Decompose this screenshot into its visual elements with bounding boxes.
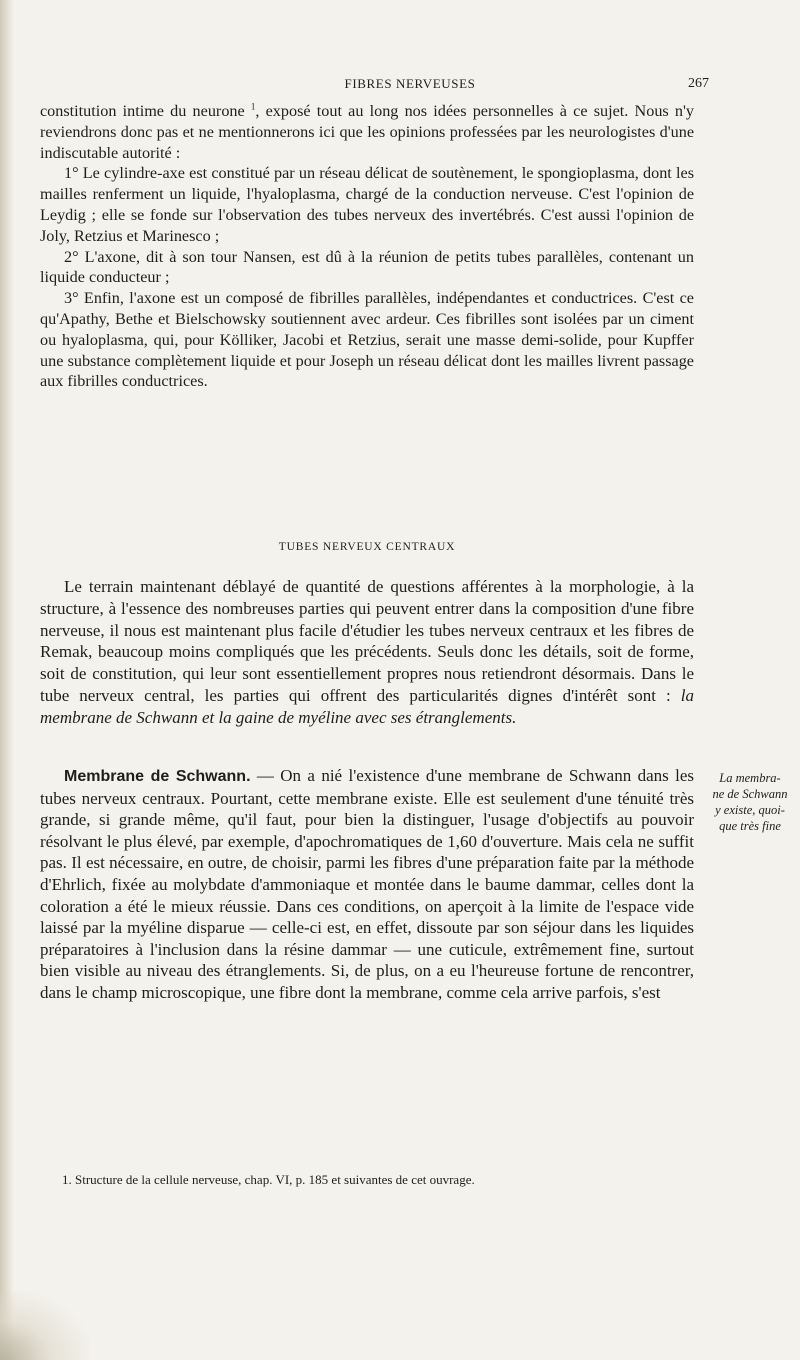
paragraph-intro: constitution intime du neurone $^1$, exposé tout au long nos idées personnelles à ce sujet. Nous n'y reviendrons donc pas et ne mentionnerons ici que les opinions professées par les neurologistes d'une indiscutable autorité : bbox=[40, 101, 695, 162]
paragraph-opinion-2: 2° L'axone, dit à son tour Nansen, est dû à la réunion de petits tubes parallèles, contenant un liquide conducteur ; bbox=[40, 247, 694, 287]
margin-note: La membra- ne de Schwann y existe, quoi- que très fine bbox=[712, 771, 788, 833]
section-heading: TUBES NERVEUX CENTRAUX bbox=[278, 541, 456, 553]
section-membrane-schwann bbox=[40, 765, 694, 1004]
paragraph-membrane-schwann: Membrane de Schwann. — On a nié l'existence d'une membrane de Schwann dans les tubes nerveux centraux. Pourtant, cette membrane existe. Elle est seulement d'une ténuité très grande, si grande même, qu'il faut, pour bien la distinguer, l'usage d'objectifs au pouvoir résolvant le plus élevé, par exemple, d'apochromatiques de 1,60 d'ouverture. Mais cela ne suffit pas. Il est nécessaire, en outre, de choisir, parmi les fibres d'une préparation faite par la méthode d'Ehrlich, fixée au molybdate d'ammoniaque et montée dans le baume dammar, celles dont la coloration a été le mieux réussie. Dans ces conditions, on aperçoit à la limite de l'espace vide laissé par la myéline disparue — celle-ci est, en effet, dissoute par son séjour dans les liquides préparatoires à l'inclusion dans la résine dammar — une cuticule, extrêmement fine, surtout bien visible au niveau des étranglements. Si, de plus, on a eu l'heureuse fortune de rencontrer, dans le champ microscopique, une fibre dont la membrane, comme cela arrive parfois, s'est bbox=[40, 766, 694, 1002]
page-number: 267 bbox=[688, 76, 709, 91]
paragraph-opinion-3: 3° Enfin, l'axone est un composé de fibrilles parallèles, indépendantes et conductrices. C'est ce qu'Apathy, Bethe et Bielschowsky soutiennent avec ardeur. Ces fibrilles sont isolées par un ciment ou hyaloplasma, qui, pour Kölliker, Jacobi et Retzius, serait une masse demi-solide, pour Kupffer une substance complètement liquide et pour Joseph un réseau délicat dont les mailles livrent passage aux fibrilles conductrices. bbox=[40, 289, 694, 391]
paragraph-tubes-centraux: Le terrain maintenant déblayé de quantité de questions afférentes à la morphologie, à la structure, à l'essence des nombreuses parties qui peuvent entrer dans la composition d'une fibre nerveuse, il nous est maintenant plus facile d'étudier les tubes nerveux centraux et les fibres de Remak, beaucoup moins compliqués que les précédents. Seuls donc les détails, soit de forme, soit de constitution, qui leur sont essentiellement propres nous retiendront désormais. Dans le tube nerveux central, les parties qui offrent des particularités dignes d'intérêt sont : la membrane de Schwann et la gaine de myéline avec ses étranglements. bbox=[40, 577, 694, 727]
footnote: 1. Structure de la cellule nerveuse, chap. VI, p. 185 et suivantes de cet ouvrage. bbox=[62, 1172, 475, 1187]
running-head-title: FIBRES NERVEUSES bbox=[344, 76, 476, 91]
paragraph-lead-heading: Membrane de Schwann. bbox=[64, 768, 251, 785]
section-cylindre-axe bbox=[40, 101, 694, 392]
page-edge-shadow bbox=[0, 0, 14, 1360]
footnote-ref: 1 bbox=[250, 101, 256, 112]
paragraph-opinion-1: 1° Le cylindre-axe est constitué par un réseau délicat de soutènement, le spongioplasma, dont les mailles renferment un liquide, l'hyaloplasma, chargé de la conduction nerveuse. C'est l'opinion de Leydig ; elle se fonde sur l'observation des tubes nerveux des invertébrés. C'est aussi l'opinion de Joly, Retzius et Marinesco ; bbox=[40, 164, 694, 245]
section-tubes-centraux bbox=[40, 576, 694, 729]
page-corner-shadow bbox=[0, 1290, 90, 1360]
running-head bbox=[0, 76, 800, 96]
italic-phrase: la membrane de Schwann et la gaine de myéline avec ses étranglements. bbox=[40, 685, 694, 727]
